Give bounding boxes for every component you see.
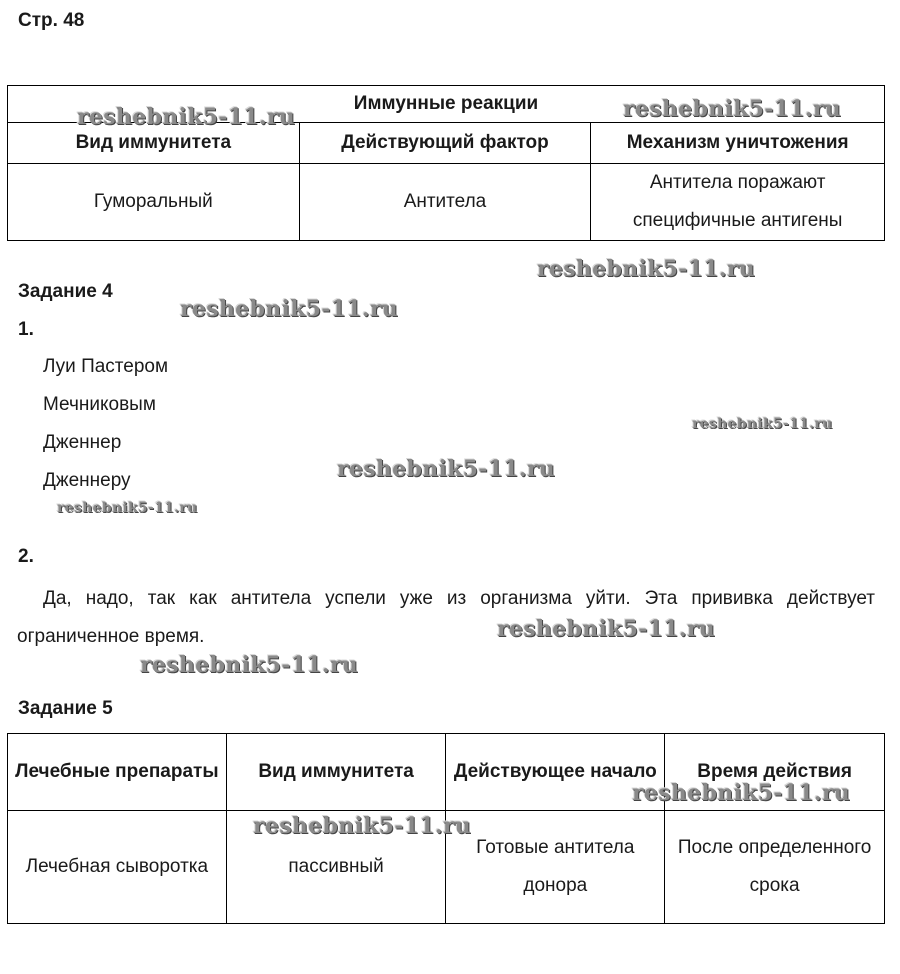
list-item: Луи Пастером: [43, 356, 169, 377]
task4-title: Задание 4: [18, 281, 113, 302]
watermark: reshebnik5-11.ru: [57, 500, 198, 516]
table-header: Лечебные препараты: [8, 734, 227, 811]
table-cell: Антитела поражают специфичные антигены: [591, 164, 885, 241]
watermark: reshebnik5-11.ru: [77, 104, 296, 130]
question-number: 2.: [18, 546, 34, 567]
table-caption: Иммунные реакции: [8, 86, 885, 123]
watermark: reshebnik5-11.ru: [497, 616, 716, 642]
table-header: Вид иммунитета: [8, 123, 300, 164]
watermark: reshebnik5-11.ru: [253, 813, 472, 839]
watermark: reshebnik5-11.ru: [632, 780, 851, 806]
answer-paragraph: Да, надо, так как антитела успели уже из организма уйти. Эта прививка действует ограниченное время.: [17, 588, 875, 647]
list-item: Дженнер: [43, 432, 122, 453]
watermark: reshebnik5-11.ru: [180, 296, 399, 322]
table-header: Время действия: [665, 734, 885, 811]
table-header: Механизм уничтожения: [591, 123, 885, 164]
task5-title: Задание 5: [18, 698, 113, 719]
watermark: reshebnik5-11.ru: [140, 652, 359, 678]
watermark: reshebnik5-11.ru: [537, 256, 756, 282]
watermark: reshebnik5-11.ru: [692, 416, 833, 432]
table-cell: Готовые антитела донора: [446, 811, 665, 924]
table-cell: Антитела: [299, 164, 591, 241]
table-cell: Гуморальный: [8, 164, 300, 241]
watermark: reshebnik5-11.ru: [623, 96, 842, 122]
question-number: 1.: [18, 319, 34, 340]
list-item: Мечниковым: [43, 394, 156, 415]
table-cell: пассивный: [226, 811, 446, 924]
table-cell: Лечебная сыворотка: [8, 811, 227, 924]
list-item: Дженнеру: [43, 470, 131, 491]
table-header: Действующий фактор: [299, 123, 591, 164]
watermark: reshebnik5-11.ru: [337, 456, 556, 482]
page-title: Стр. 48: [18, 10, 85, 31]
table-cell: После определенного срока: [665, 811, 885, 924]
table-header: Действующее начало: [446, 734, 665, 811]
table-header: Вид иммунитета: [226, 734, 446, 811]
